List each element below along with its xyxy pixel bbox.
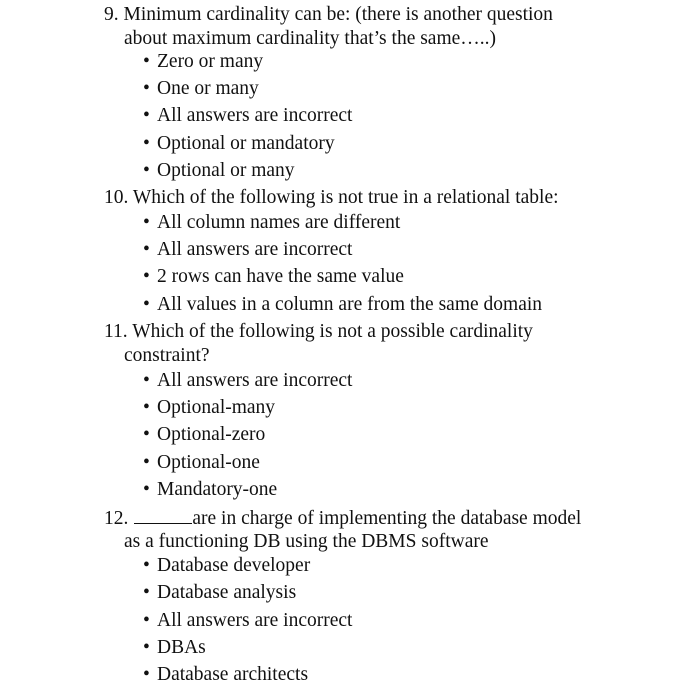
bullet-icon: • bbox=[143, 294, 150, 315]
option-text: 2 rows can have the same value bbox=[157, 266, 404, 287]
bullet-icon: • bbox=[143, 51, 150, 72]
option-text: Database analysis bbox=[157, 582, 297, 603]
bullet-icon: • bbox=[143, 424, 150, 445]
question-9-option-1 bbox=[143, 50, 263, 74]
question-12-option-2 bbox=[143, 581, 296, 605]
bullet-icon: • bbox=[143, 239, 150, 260]
option-text: All answers are incorrect bbox=[157, 105, 353, 126]
bullet-icon: • bbox=[143, 370, 150, 391]
question-11-option-5 bbox=[143, 478, 277, 502]
question-9-line1 bbox=[104, 3, 553, 27]
question-9-number: 9. bbox=[104, 4, 119, 25]
bullet-icon: • bbox=[143, 479, 150, 500]
question-11-option-4 bbox=[143, 451, 260, 475]
question-9-option-3 bbox=[143, 104, 352, 128]
bullet-icon: • bbox=[143, 582, 150, 603]
bullet-icon: • bbox=[143, 78, 150, 99]
question-12-line1 bbox=[104, 507, 581, 531]
option-text: Optional-many bbox=[157, 397, 276, 418]
question-12-option-3 bbox=[143, 609, 352, 633]
question-12-option-5 bbox=[143, 663, 308, 687]
question-10-option-4 bbox=[143, 293, 542, 317]
option-text: One or many bbox=[157, 78, 259, 99]
question-11-stem-line2: constraint? bbox=[124, 345, 210, 366]
question-10-line1 bbox=[104, 186, 559, 210]
question-12-stem-line1: are in charge of implementing the database model bbox=[192, 508, 582, 529]
option-text: All values in a column are from the same domain bbox=[157, 294, 543, 315]
question-11-option-2 bbox=[143, 396, 275, 420]
option-text: All answers are incorrect bbox=[157, 239, 353, 260]
bullet-icon: • bbox=[143, 266, 150, 287]
question-9-stem-line1: Minimum cardinality can be: (there is another question bbox=[123, 4, 553, 25]
bullet-icon: • bbox=[143, 637, 150, 658]
option-text: DBAs bbox=[157, 637, 206, 658]
question-12-stem-line2: as a functioning DB using the DBMS software bbox=[124, 531, 489, 552]
question-9-stem-line2: about maximum cardinality that’s the same…..) bbox=[124, 28, 497, 49]
option-text: All answers are incorrect bbox=[157, 610, 353, 631]
question-11-line1 bbox=[104, 320, 533, 344]
bullet-icon: • bbox=[143, 555, 150, 576]
question-11-stem-line1: Which of the following is not a possible cardinality bbox=[132, 321, 533, 342]
option-text: Mandatory-one bbox=[157, 479, 278, 500]
question-12-option-4 bbox=[143, 636, 206, 660]
option-text: Database architects bbox=[157, 664, 309, 685]
option-text: Optional-zero bbox=[157, 424, 266, 445]
bullet-icon: • bbox=[143, 212, 150, 233]
question-11-number: 11. bbox=[104, 321, 128, 342]
question-10-option-3 bbox=[143, 265, 404, 289]
question-12-option-1 bbox=[143, 554, 310, 578]
answer-blank bbox=[134, 507, 192, 524]
bullet-icon: • bbox=[143, 105, 150, 126]
option-text: All column names are different bbox=[157, 212, 401, 233]
option-text: All answers are incorrect bbox=[157, 370, 353, 391]
bullet-icon: • bbox=[143, 133, 150, 154]
option-text: Optional or mandatory bbox=[157, 133, 335, 154]
question-11-option-1 bbox=[143, 369, 352, 393]
question-9-option-4 bbox=[143, 132, 335, 156]
option-text: Database developer bbox=[157, 555, 311, 576]
bullet-icon: • bbox=[143, 452, 150, 473]
bullet-icon: • bbox=[143, 397, 150, 418]
question-9-option-5 bbox=[143, 159, 295, 183]
question-10-number: 10. bbox=[104, 187, 129, 208]
question-10-option-1 bbox=[143, 211, 400, 235]
option-text: Optional-one bbox=[157, 452, 260, 473]
question-10-option-2 bbox=[143, 238, 352, 262]
question-10-stem-line1: Which of the following is not true in a relational table: bbox=[132, 187, 559, 208]
bullet-icon: • bbox=[143, 664, 150, 685]
option-text: Optional or many bbox=[157, 160, 295, 181]
bullet-icon: • bbox=[143, 610, 150, 631]
question-9-option-2 bbox=[143, 77, 259, 101]
bullet-icon: • bbox=[143, 160, 150, 181]
question-12-number: 12. bbox=[104, 508, 129, 529]
question-11-option-3 bbox=[143, 423, 265, 447]
option-text: Zero or many bbox=[157, 51, 264, 72]
